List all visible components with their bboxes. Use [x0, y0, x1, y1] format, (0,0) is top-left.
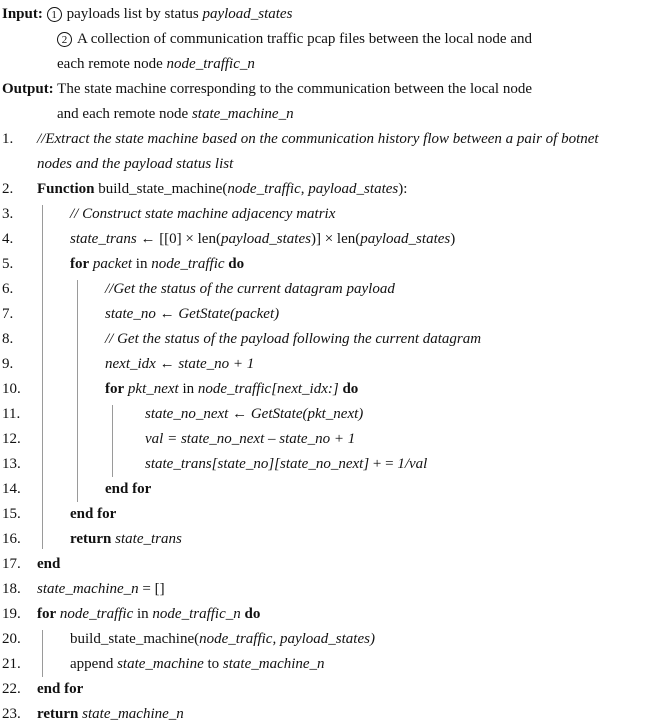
line-content: [70, 202, 335, 227]
line-content: [37, 677, 83, 702]
algorithm-line: [0, 127, 653, 152]
line-number: 3.: [2, 206, 14, 222]
line-content: [37, 577, 165, 602]
algorithm-line: [0, 652, 653, 677]
input-item-1-text: payloads list by status: [66, 6, 203, 22]
code-text: ):: [398, 181, 408, 197]
algorithm-line: [0, 627, 653, 652]
line-content: [105, 302, 279, 327]
line-number: 15.: [2, 506, 21, 522]
line-content: [70, 627, 375, 652]
line-content: [70, 227, 455, 252]
algorithm-line: [0, 502, 653, 527]
line-content: [105, 377, 358, 402]
code-text: build_state_machine(: [70, 631, 200, 647]
line-number: 18.: [2, 581, 21, 597]
algorithm-line: [0, 152, 653, 177]
identifier: node_traffic: [59, 606, 134, 622]
code-text: ←: [228, 406, 251, 422]
input-marker-1: 1: [47, 7, 62, 22]
code-text: + =: [369, 456, 398, 472]
algorithm-line: [0, 377, 653, 402]
line-content: [145, 402, 363, 427]
line-number: 6.: [2, 281, 14, 297]
line-number: 14.: [2, 481, 21, 497]
algorithm-line: [0, 602, 653, 627]
line-number: 9.: [2, 356, 14, 372]
line-content: [37, 127, 599, 152]
keyword: end for: [70, 506, 117, 522]
identifier: node_traffic, payload_states): [199, 631, 375, 647]
input-line-1: [0, 2, 653, 27]
output-line-2: [0, 102, 653, 127]
keyword: Function: [37, 181, 95, 197]
algorithm-line: [0, 327, 653, 352]
code-text: build_state_machine(: [94, 181, 228, 197]
identifier: state_no_next: [145, 406, 229, 422]
algorithm-line: [0, 302, 653, 327]
code-text: ←: [155, 356, 179, 372]
identifier: state_machine: [117, 656, 204, 672]
code-text: ← [[0] × len(: [136, 231, 221, 247]
line-content: [37, 152, 233, 177]
algorithm-line: [0, 577, 653, 602]
identifier: state_no + 1: [178, 356, 255, 372]
output-var: state_machine_n: [191, 106, 294, 122]
algorithm-line: [0, 227, 653, 252]
line-number: 7.: [2, 306, 14, 322]
line-content: [145, 427, 355, 452]
keyword: end for: [105, 481, 152, 497]
line-content: [70, 252, 244, 277]
algorithm-line: [0, 427, 653, 452]
line-number: 11.: [2, 406, 21, 422]
identifier: node_traffic: [151, 256, 225, 272]
algorithm-line: [0, 202, 653, 227]
algorithm-line: [0, 352, 653, 377]
keyword: return: [37, 706, 79, 722]
identifier: node_traffic[next_idx:]: [197, 381, 339, 397]
line-content: [105, 477, 151, 502]
line-content: [70, 527, 182, 552]
line-number: 1.: [2, 131, 14, 147]
identifier: state_no: [105, 306, 156, 322]
output-label: Output:: [2, 81, 54, 97]
line-number: 12.: [2, 431, 21, 447]
output-text: The state machine corresponding to the communication between the local node: [57, 81, 533, 97]
identifier: // Construct state machine adjacency matrix: [70, 206, 336, 222]
identifier: state_machine_n: [82, 706, 184, 722]
identifier: state_trans: [70, 231, 137, 247]
line-content: [37, 177, 407, 202]
code-text: ): [450, 231, 456, 247]
identifier: state_trans[state_no][state_no_next]: [145, 456, 370, 472]
line-content: [37, 602, 260, 627]
identifier: //Get the status of the current datagram payload: [105, 281, 395, 297]
line-content: [105, 352, 254, 377]
identifier: nodes and the payload status list: [37, 156, 234, 172]
keyword: do: [228, 256, 245, 272]
input-item-2-var: node_traffic_n: [166, 56, 255, 72]
code-text: ←: [155, 306, 179, 322]
keyword: do: [244, 606, 261, 622]
input-line-2: [0, 27, 653, 52]
line-number: 5.: [2, 256, 14, 272]
line-number: 10.: [2, 381, 21, 397]
input-line-3: [0, 52, 653, 77]
keyword: do: [342, 381, 359, 397]
input-label: Input:: [2, 6, 43, 22]
keyword: for: [105, 381, 125, 397]
algorithm-line: [0, 677, 653, 702]
line-number: 21.: [2, 656, 21, 672]
keyword: for: [70, 256, 90, 272]
algorithm-line: [0, 452, 653, 477]
line-number: 2.: [2, 181, 14, 197]
line-number: 17.: [2, 556, 21, 572]
line-content: [37, 702, 184, 727]
identifier: GetState(packet): [178, 306, 280, 322]
input-item-2-text: A collection of communication traffic pcap files between the local node and: [77, 31, 532, 47]
line-number: 4.: [2, 231, 14, 247]
identifier: packet: [92, 256, 133, 272]
line-content: [37, 552, 60, 577]
code-text: )] × len(: [310, 231, 361, 247]
algorithm-line: [0, 177, 653, 202]
identifier: 1/val: [397, 456, 428, 472]
algorithm-line: [0, 277, 653, 302]
line-number: 22.: [2, 681, 21, 697]
identifier: payload_states: [360, 231, 451, 247]
identifier: GetState(pkt_next): [250, 406, 364, 422]
code-text: to: [203, 656, 223, 672]
line-number: 19.: [2, 606, 21, 622]
identifier: // Get the status of the payload following the current datagram: [105, 331, 482, 347]
line-number: 13.: [2, 456, 21, 472]
identifier: payload_states: [220, 231, 311, 247]
line-number: 20.: [2, 631, 21, 647]
algorithm-line: [0, 402, 653, 427]
algorithm-line: [0, 527, 653, 552]
keyword: end for: [37, 681, 84, 697]
identifier: payload_states: [308, 181, 399, 197]
line-number: 23.: [2, 706, 21, 722]
algorithm-line: [0, 477, 653, 502]
algorithm-line: [0, 252, 653, 277]
line-content: [70, 652, 325, 677]
line-content: [70, 502, 116, 527]
output-line-1: [0, 77, 653, 102]
algorithm-line: [0, 702, 653, 727]
keyword: for: [37, 606, 57, 622]
identifier: pkt_next: [127, 381, 179, 397]
code-text: in: [132, 256, 152, 272]
keyword: return: [70, 531, 112, 547]
algorithm-line: [0, 552, 653, 577]
input-item-1-var: payload_states: [202, 6, 293, 22]
identifier: //Extract the state machine based on the communication history flow between a pair of botnet: [37, 131, 599, 147]
line-content: [105, 277, 395, 302]
identifier: node_traffic: [227, 181, 301, 197]
input-marker-2: 2: [57, 32, 72, 47]
code-text: = []: [138, 581, 165, 597]
output-text-cont: and each remote node: [57, 106, 192, 122]
identifier: val = state_no_next – state_no + 1: [145, 431, 356, 447]
line-content: [105, 327, 481, 352]
code-text: ,: [300, 181, 309, 197]
line-number: 16.: [2, 531, 21, 547]
identifier: state_machine_n: [37, 581, 139, 597]
line-number: 8.: [2, 331, 14, 347]
identifier: state_machine_n: [222, 656, 325, 672]
identifier: next_idx: [105, 356, 156, 372]
code-text: in: [133, 606, 153, 622]
keyword: end: [37, 556, 61, 572]
code-text: append: [70, 656, 118, 672]
identifier: state_trans: [115, 531, 182, 547]
input-item-2-text-cont: each remote node: [57, 56, 167, 72]
line-content: [145, 452, 427, 477]
identifier: node_traffic_n: [152, 606, 241, 622]
code-text: in: [178, 381, 198, 397]
